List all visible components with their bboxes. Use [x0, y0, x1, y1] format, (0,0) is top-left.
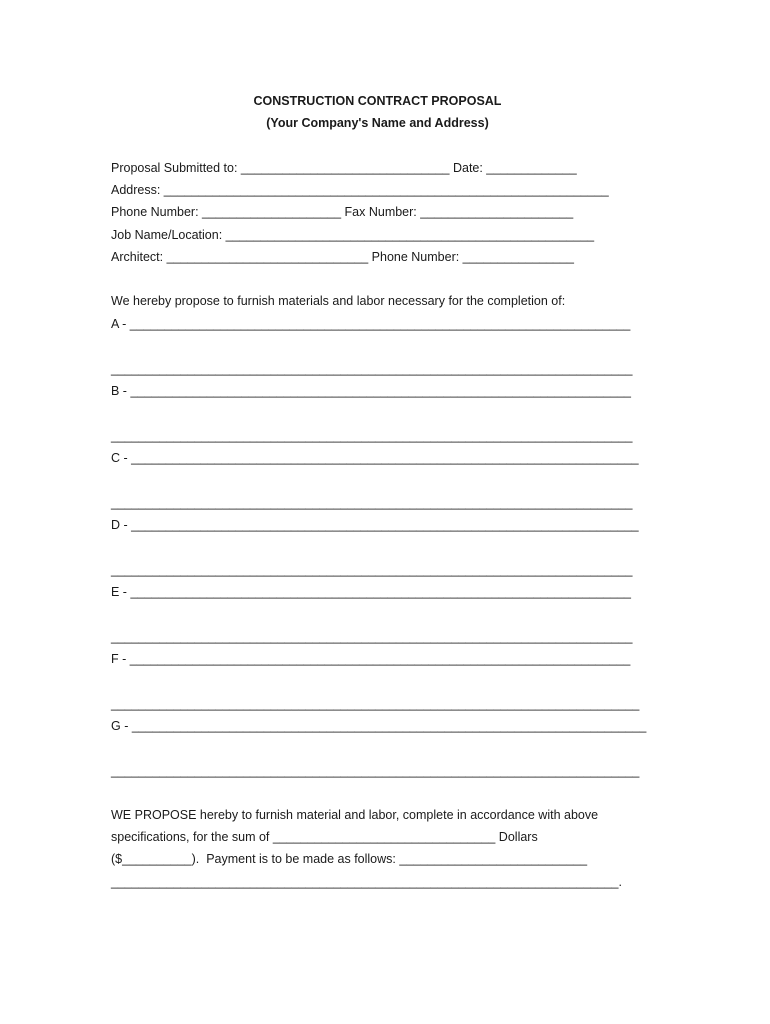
scope-item-a-continuation[interactable]: ___________________________________________________________________________	[111, 362, 633, 376]
scope-item-g[interactable]: G - __________________________________________________________________________	[111, 719, 647, 733]
document-subtitle: (Your Company's Name and Address)	[266, 116, 489, 130]
scope-item-e-continuation[interactable]: ___________________________________________________________________________	[111, 630, 633, 644]
terms-payment-continuation[interactable]: _________________________________________________________________________.	[111, 875, 622, 889]
scope-item-b-continuation[interactable]: ___________________________________________________________________________	[111, 429, 633, 443]
scope-item-c[interactable]: C - _________________________________________________________________________	[111, 451, 639, 465]
scope-item-d-continuation[interactable]: ___________________________________________________________________________	[111, 563, 633, 577]
scope-item-f-continuation[interactable]: ____________________________________________________________________________	[111, 697, 640, 711]
document-title: CONSTRUCTION CONTRACT PROPOSAL	[253, 94, 502, 108]
terms-payment-field[interactable]: ($__________). Payment is to be made as follows: ___________________________	[111, 852, 588, 866]
job-name-field[interactable]: Job Name/Location: _____________________________________________________	[111, 228, 595, 242]
address-field[interactable]: Address: ________________________________________________________________	[111, 183, 609, 197]
scope-item-f[interactable]: F - ________________________________________________________________________	[111, 652, 631, 666]
proposal-submitted-field[interactable]: Proposal Submitted to: ______________________________ Date: _____________	[111, 161, 577, 175]
architect-field[interactable]: Architect: _____________________________ Phone Number: ________________	[111, 250, 574, 264]
scope-item-g-continuation[interactable]: ____________________________________________________________________________	[111, 764, 640, 778]
phone-fax-field[interactable]: Phone Number: ____________________ Fax Number: ______________________	[111, 205, 574, 219]
terms-sum-field[interactable]: specifications, for the sum of ________________________________ Dollars	[111, 830, 538, 844]
scope-item-c-continuation[interactable]: ___________________________________________________________________________	[111, 496, 633, 510]
scope-item-a[interactable]: A - ________________________________________________________________________	[111, 317, 631, 331]
scope-item-d[interactable]: D - _________________________________________________________________________	[111, 518, 639, 532]
scope-intro: We hereby propose to furnish materials and labor necessary for the completion of:	[111, 294, 566, 308]
terms-line-1: WE PROPOSE hereby to furnish material and labor, complete in accordance with above	[111, 808, 599, 822]
scope-item-e[interactable]: E - ________________________________________________________________________	[111, 585, 631, 599]
scope-item-b[interactable]: B - ________________________________________________________________________	[111, 384, 631, 398]
